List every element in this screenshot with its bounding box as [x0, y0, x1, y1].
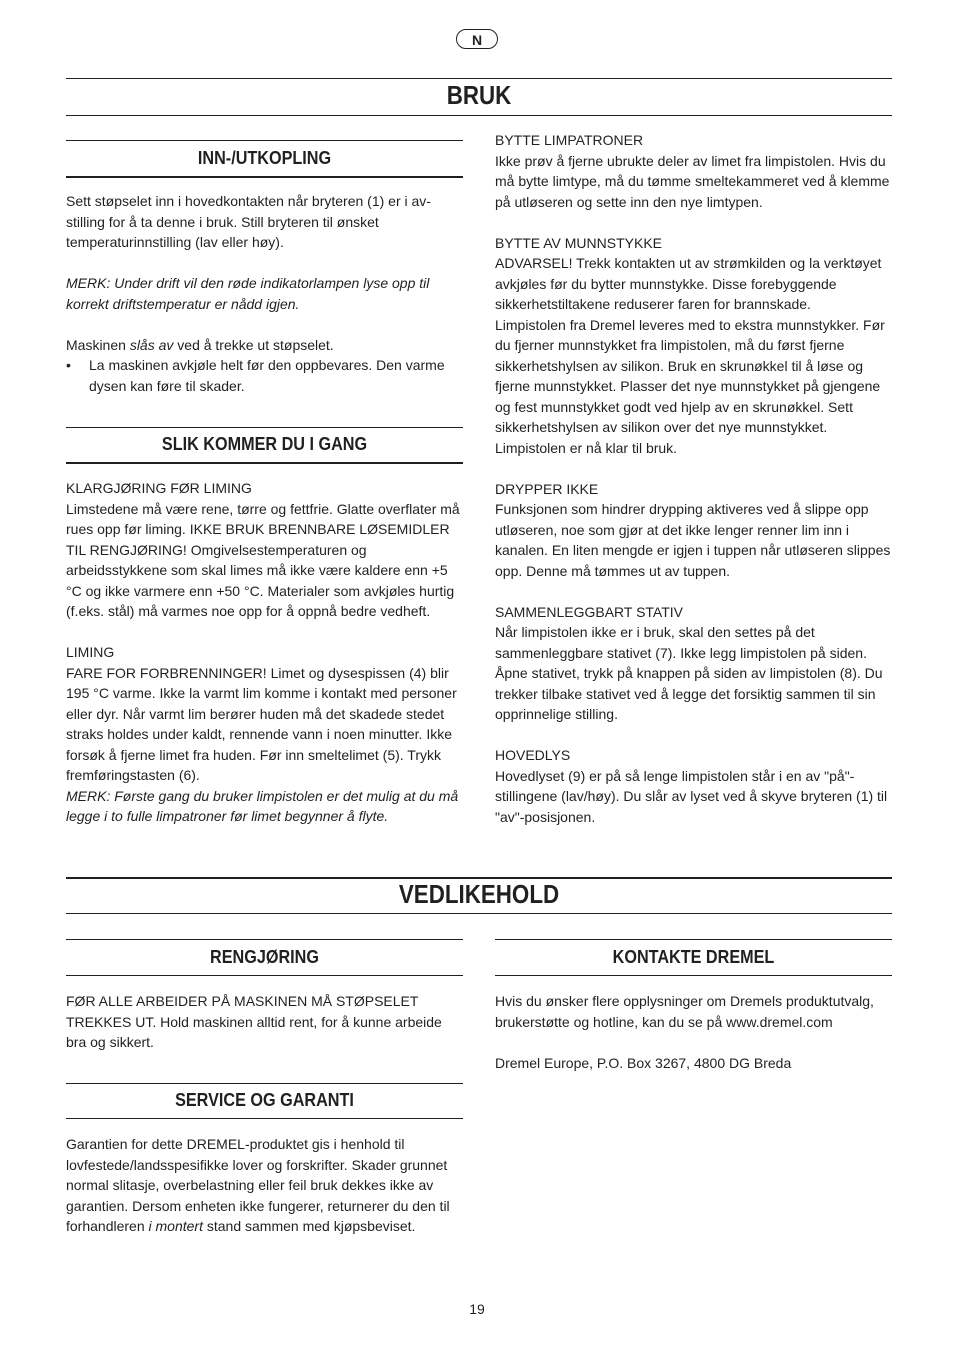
divider	[66, 913, 892, 914]
paragraph: ADVARSEL! Trekk kontakten ut av strømkilden og la verktøyet avkjøles før du bytter munnstykke. Disse forebyggende sikkerhetstiltakene reduserer faren for brannskade.	[495, 255, 882, 312]
language-badge: N	[456, 29, 498, 49]
note: MERK: Første gang du bruker limpistolen er det mulig at du må legge i to fulle limpatroner før limet begynner å flyte.	[66, 787, 459, 824]
paragraph: Hvis du ønsker flere opplysninger om Dremels produktutvalg, brukerstøtte og hotline, kan du se på www.dremel.com	[495, 993, 874, 1030]
subheading: KLARGJØRING FØR LIMING	[66, 480, 252, 496]
paragraph: Hovedlyset (9) er på så lenge limpistolen står i en av "på"-stillingene (lav/høy). Du slår av lyset ved å skyve bryteren (1) til "av"-posisjonen.	[495, 767, 888, 825]
divider	[66, 1083, 463, 1084]
heading-service-og-garanti: SERVICE OG GARANTI	[175, 1090, 354, 1110]
divider	[66, 1118, 463, 1119]
divider	[495, 939, 892, 940]
subheading: HOVEDLYS	[495, 747, 571, 763]
section-title-bruk: BRUK	[446, 80, 512, 110]
divider	[495, 975, 892, 976]
paragraph: Når limpistolen ikke er i bruk, skal den settes på det sammenleggbare stativet (7). Ikke legg limpistolen på siden. Åpne stativet, trykk på knappen på siden av limpistolen (8). Du trekker tilbake stativet ved å legge det forsiktig sammen til sin opprinnelige stilling.	[495, 624, 883, 722]
divider	[66, 462, 463, 464]
paragraph: Ikke prøv å fjerne ubrukte deler av limet fra limpistolen. Hvis du må bytte limtype, må du tømme smeltekammeret ved å klemme på utløseren og sette inn den nye limtypen.	[495, 152, 890, 210]
paragraph: Garantien for dette DREMEL-produktet gis i henhold til lovfestede/landsspesifikke lover og forskrifter. Skader grunnet normal slitasje, overbelastning eller feil bruk dekkes ikke av garantien. Dersom enheten ikke fungerer, returnerer du den til forhandleren i montert stand sammen med kjøpsbeviset.	[66, 1136, 450, 1234]
kontakt-body	[495, 991, 892, 1073]
note: MERK: Under drift vil den røde indikatorlampen lyse opp til korrekt driftstemperatur er nådd igjen.	[66, 275, 430, 312]
address: Dremel Europe, P.O. Box 3267, 4800 DG Breda	[495, 1054, 792, 1071]
paragraph: FARE FOR FORBRENNINGER! Limet og dysespissen (4) blir 195 °C varme. Ikke la varmt lim komme i kontakt med personer eller dyr. Når varmt lim berører huden må det skadede stedet straks holdes under kaldt, rennende vann i noen minutter. Ikke forsøk å fjerne limet fra huden. Før inn smeltelimet (5). Trykk fremføringstasten (6).	[66, 664, 457, 783]
paragraph: FØR ALLE ARBEIDER PÅ MASKINEN MÅ STØPSELET TREKKES UT. Hold maskinen alltid rent, for å kunne arbeide bra og sikkert.	[66, 993, 442, 1050]
paragraph: Limstedene må være rene, tørre og fettfrie. Glatte overflater må rues opp før liming. IKKE BRUK BRENNBARE LØSEMIDLER TIL RENGJØRING! Omgivelsestemperaturen og arbeidsstykkene som skal limes må ikke være kaldere enn +5 °C og ikke varmere enn +50 °C. Materialer som avkjøles hurtig (f.eks. stål) må varmes noe opp for å oppnå bedre vedheft.	[66, 500, 460, 619]
subheading: BYTTE AV MUNNSTYKKE	[495, 234, 662, 251]
inn-utkopling-body	[66, 191, 463, 396]
heading-slik-kommer-du-i-gang: SLIK KOMMER DU I GANG	[161, 434, 368, 454]
divider	[66, 975, 463, 976]
divider	[66, 140, 463, 141]
section-title-vedlikehold: VEDLIKEHOLD	[398, 879, 560, 909]
divider	[66, 427, 463, 428]
page-number: 19	[469, 1301, 485, 1317]
divider	[66, 939, 463, 940]
paragraph: Maskinen slås av ved å trekke ut støpselet.	[66, 336, 334, 353]
list-item: • La maskinen avkjøle helt før den oppbevares. Den varme dysen kan føre til skader.	[66, 357, 445, 394]
paragraph: Sett støpselet inn i hovedkontakten når bryteren (1) er i av-stilling for å ta denne i bruk. Still bryteren til ønsket temperaturinnstilling (lav eller høy).	[66, 193, 431, 250]
divider	[66, 78, 892, 79]
rengjoring-body	[66, 991, 463, 1053]
subheading: SAMMENLEGGBART STATIV	[495, 603, 684, 620]
service-body	[66, 1134, 463, 1237]
bullet-icon: •	[66, 357, 71, 373]
bruk-right-column	[495, 130, 892, 827]
subheading: LIMING	[66, 644, 115, 660]
heading-inn-utkopling: INN-/UTKOPLING	[197, 148, 332, 168]
paragraph: Limpistolen fra Dremel leveres med to ekstra munnstykker. Før du fjerner munnstykket fra limpistolen, må du først fjerne sikkerhetshylsen av silikon. Bruk en skrunøkkel til å løse og fjerne munnstykket. Plasser det nye munnstykket på gjengene og fest munnstykket godt ved hjelp av en skrunøkkel. Sett sikkerhetshylsen av silikon over det nye munnstykket. Limpistolen er nå klar til bruk.	[495, 316, 885, 456]
divider	[66, 115, 892, 116]
divider	[66, 176, 463, 178]
heading-kontakte-dremel: KONTAKTE DREMEL	[612, 947, 775, 967]
subheading: DRYPPER IKKE	[495, 480, 599, 497]
heading-rengjoring: RENGJØRING	[210, 947, 319, 967]
subheading: BYTTE LIMPATRONER	[495, 132, 644, 148]
paragraph: Funksjonen som hindrer drypping aktiveres ved å slippe opp utløseren, noe som gjør at det ikke lenger renner lim inn i kanalen. En liten mengde er igjen i tuppen når utløseren slippes opp. Denne må tømmes ut av tuppen.	[495, 501, 891, 579]
slik-body	[66, 478, 466, 827]
